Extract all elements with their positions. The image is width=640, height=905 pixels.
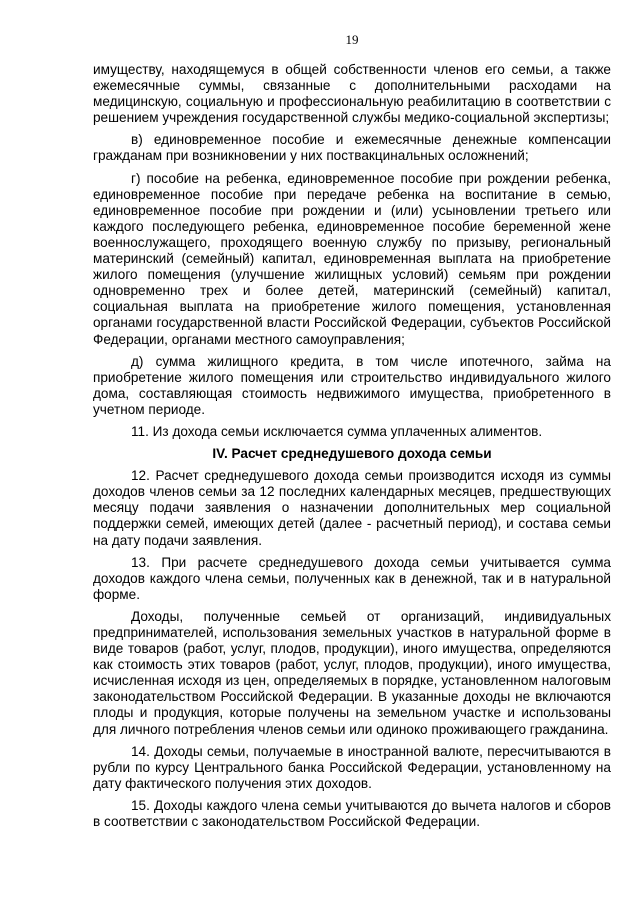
paragraph-13: 13. При расчете среднедушевого дохода семьи учитывается сумма доходов каждого члена семьи, полученных как в денежной, так и в натуральной форме.	[93, 554, 611, 602]
page-number: 19	[345, 32, 359, 47]
paragraph-12: 12. Расчет среднедушевого дохода семьи производится исходя из суммы доходов членов семьи за 12 последних календарных месяцев, предшествующих месяцу подачи заявления о назначении дополнительных мер социальной поддержки семей, имеющих детей (далее - расчетный период), и состава семьи на дату подачи заявления.	[93, 468, 611, 548]
paragraph-item-d: д) сумма жилищного кредита, в том числе ипотечного, займа на приобретение жилого помещения или строительство индивидуального жилого дома, составляющая стоимость недвижимого имущества, приобретенного в учетном периоде.	[93, 353, 611, 417]
paragraph-15: 15. Доходы каждого члена семьи учитываются до вычета налогов и сборов в соответствии с законодательством Российской Федерации.	[93, 797, 611, 830]
paragraph-11: 11. Из дохода семьи исключается сумма уплаченных алиментов.	[131, 423, 543, 439]
paragraph-13-income: Доходы, полученные семьей от организаций, индивидуальных предпринимателей, использования земельных участков в натуральной форме в виде товаров (работ, услуг, плодов, продукции), иного имущества, определяются как стоимость этих товаров (работ, услуг, плодов, продукции), иного имущества, исчисленная исходя из цен, определяемых в порядке, установленном налоговым законодательством Российской Федерации. В указанные доходы не включаются плоды и продукция, которые получены на земельном участке и использованы для личного потребления членов семьи или одиноко проживающего гражданина.	[93, 608, 611, 737]
paragraph-item-v: в) единовременное пособие и ежемесячные денежные компенсации гражданам при возникновении у них поствакцинальных осложнений;	[93, 132, 611, 164]
paragraph-continued: имуществу, находящемуся в общей собственности членов его семьи, а также ежемесячные суммы, связанные с дополнительными расходами на медицинскую, социальную и профессиональную реабилитацию в соответствии с решением учреждения государственной службы медико-социальной экспертизы;	[93, 62, 611, 126]
paragraph-14: 14. Доходы семьи, получаемые в иностранной валюте, пересчитываются в рубли по курсу Центрального банка Российской Федерации, установленному на дату фактического получения этих доходов.	[93, 743, 611, 791]
paragraph-item-g: г) пособие на ребенка, единовременное пособие при рождении ребенка, единовременное пособие при передаче ребенка на воспитание в семью, единовременное пособие при рождении и (или) усыновлении третьего или каждого последующего ребенка, единовременное пособие беременной жене военнослужащего, проходящего военную службу по призыву, региональный материнский (семейный) капитал, единовременная выплата на приобретение жилого помещения (улучшение жилищных условий) семьям при рождении одновременно трех и более детей, материнский (семейный) капитал, социальная выплата на приобретение жилого помещения, установленная органами государственной власти Российской Федерации, субъектов Российской Федерации, органами местного самоуправления;	[93, 170, 611, 347]
section-heading: IV. Расчет среднедушевого дохода семьи	[212, 446, 492, 462]
